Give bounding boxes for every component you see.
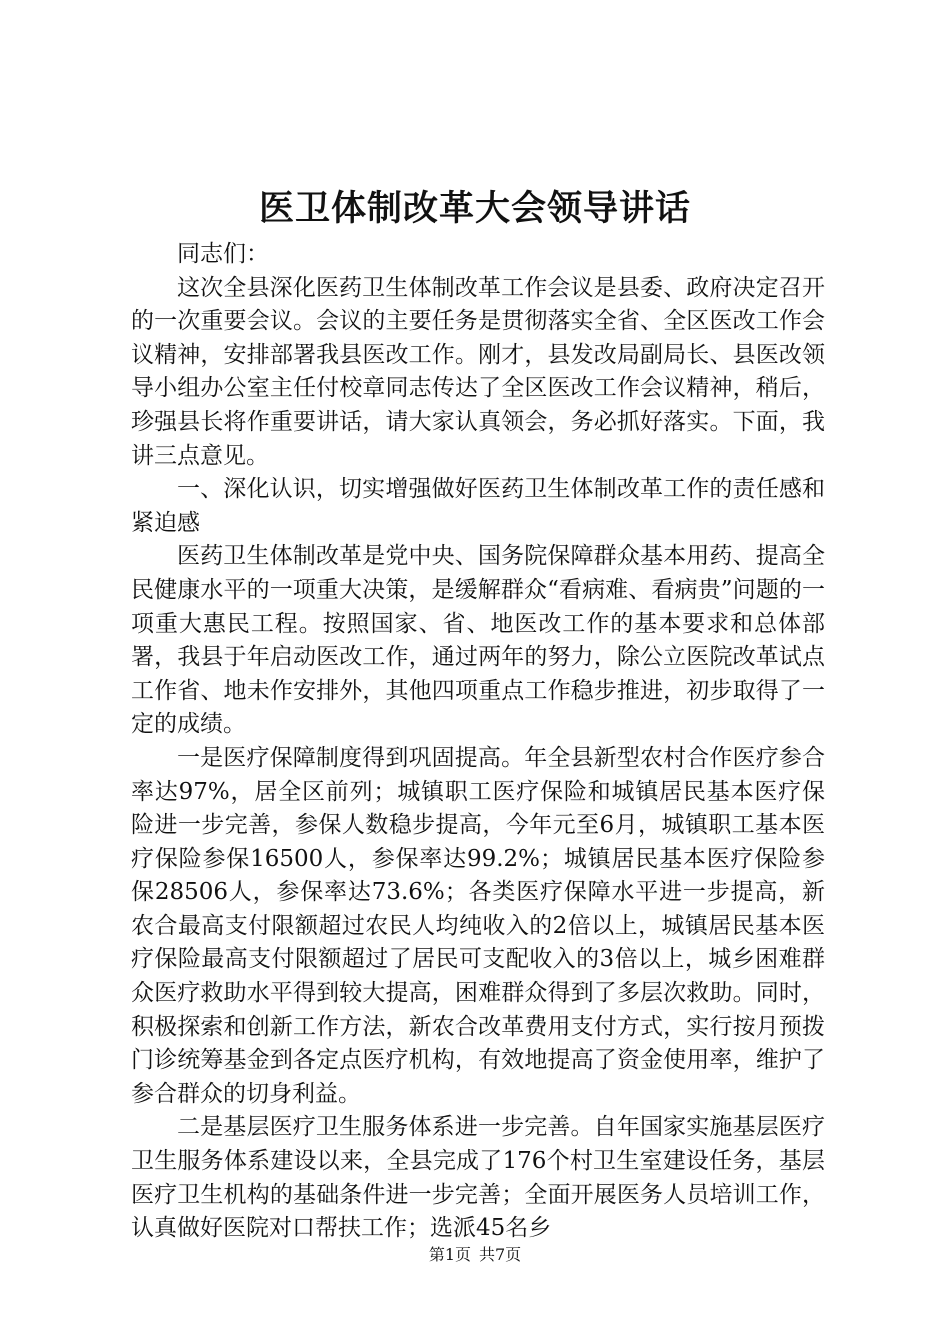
body-paragraph: 医药卫生体制改革是党中央、国务院保障群众基本用药、提高全民健康水平的一项重大决策，是缓解群众“看病难、看病贵”问题的一项重大惠民工程。按照国家、省、地医改工作的基本要求和总体部署，我县于年启动医改工作，通过两年的努力，除公立医院改革试点工作省、地未作安排外，其他四项重点工作稳步推进，初步取得了一定的成绩。: [131, 543, 825, 738]
salutation: 同志们：: [177, 241, 269, 267]
section-heading: 一、深化认识，切实增强做好医药卫生体制改革工作的责任感和紧迫感: [131, 476, 825, 536]
body-paragraph: 这次全县深化医药卫生体制改革工作会议是县委、政府决定召开的一次重要会议。会议的主要任务是贯彻落实全省、全区医改工作会议精神，安排部署我县医改工作。刚才，县发改局副局长、县医改领导小组办公室主任付校章同志传达了全区医改工作会议精神，稍后，珍强县长将作重要讲话，请大家认真领会，务必抓好落实。下面，我讲三点意见。: [131, 274, 825, 469]
document-title: 医卫体制改革大会领导讲话: [258, 188, 691, 229]
document-body: [131, 238, 825, 1246]
page-number: 第1页: [428, 1245, 471, 1264]
body-paragraph: 一是医疗保障制度得到巩固提高。年全县新型农村合作医疗参合率达97%，居全区前列；城镇职工医疗保险和城镇居民基本医疗保险进一步完善，参保人数稳步提高，今年元至6月，城镇职工基本医疗保险参保16500人，参保率达99.2%；城镇居民基本医疗保险参保28506人，参保率达73.6%；各类医疗保障水平进一步提高，新农合最高支付限额超过农民人均纯收入的2倍以上，城镇居民基本医疗保险最高支付限额超过了居民可支配收入的3倍以上，城乡困难群众医疗救助水平得到较大提高，困难群众得到了多层次救助。同时，积极探索和创新工作方法，新农合改革费用支付方式，实行按月预拨门诊统筹基金到各定点医疗机构，有效地提高了资金使用率，维护了参合群众的切身利益。: [131, 744, 825, 1107]
page-total: 共7页: [479, 1245, 522, 1264]
body-paragraph: 二是基层医疗卫生服务体系进一步完善。自年国家实施基层医疗卫生服务体系建设以来，全县完成了176个村卫生室建设任务，基层医疗卫生机构的基础条件进一步完善；全面开展医务人员培训工作，认真做好医院对口帮扶工作；选派45名乡: [131, 1114, 825, 1242]
page-footer: [0, 1244, 950, 1266]
